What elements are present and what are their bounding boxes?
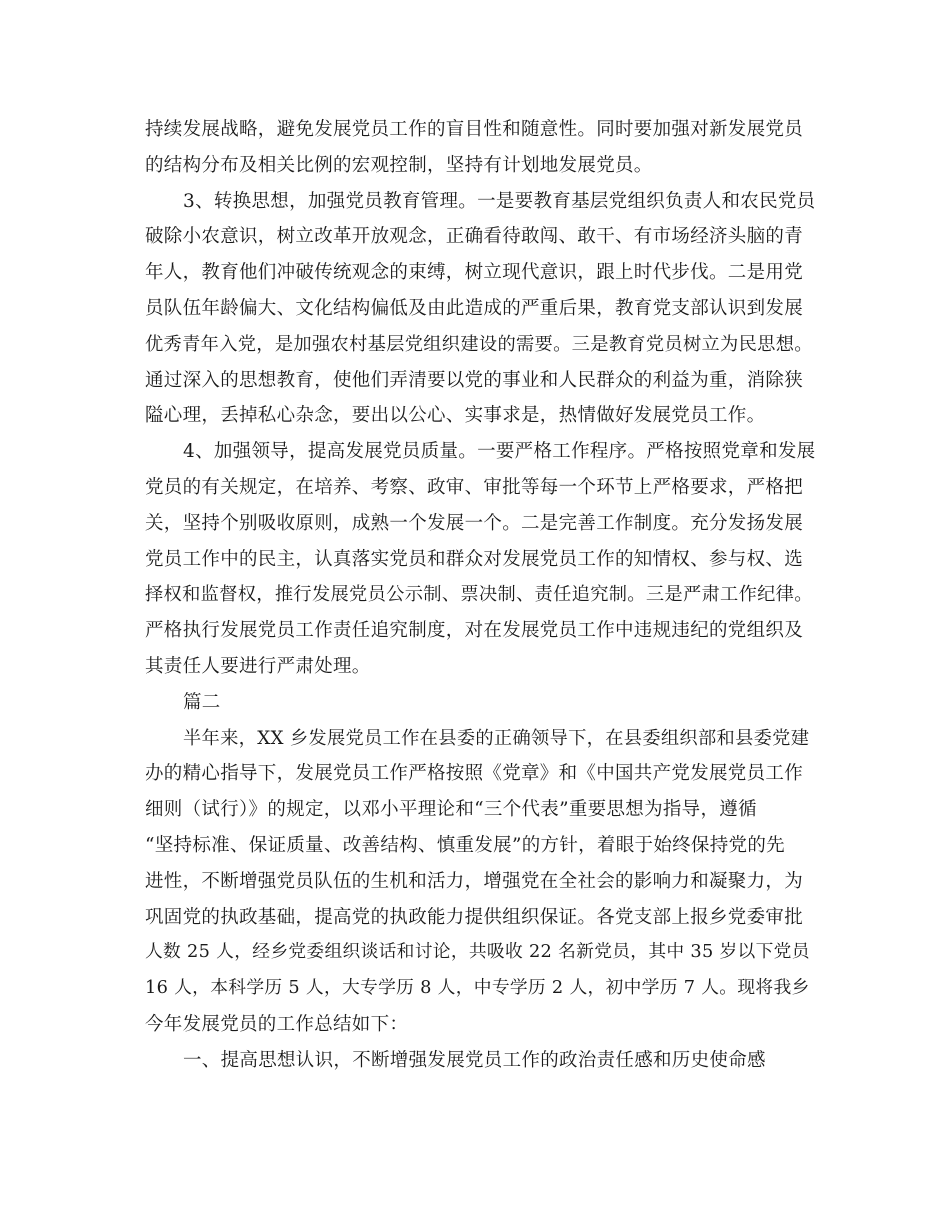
document-line: 其责任人要进行严肃处理。 <box>145 655 371 677</box>
document-line: “坚持标准、保证质量、改善结构、慎重发展”的方针，着眼于始终保持党的先 <box>145 834 785 856</box>
document-line: 员队伍年龄偏大、文化结构偏低及由此造成的严重后果，教育党支部认识到发展 <box>145 297 804 319</box>
document-line: 隘心理，丢掉私心杂念，要出以公心、实事求是，热情做好发展党员工作。 <box>145 405 766 427</box>
document-body <box>145 112 815 1079</box>
document-line: 的结构分布及相关比例的宏观控制，坚持有计划地发展党员。 <box>145 154 653 176</box>
document-line: 半年来，XX 乡发展党员工作在县委的正确领导下，在县委组织部和县委党建 <box>183 727 810 749</box>
document-line: 篇二 <box>183 691 221 713</box>
document-line: 通过深入的思想教育，使他们弄清要以党的事业和人民群众的利益为重，消除狭 <box>145 369 804 391</box>
document-line: 择权和监督权，推行发展党员公示制、票决制、责任追究制。三是严肃工作纪律。 <box>145 584 813 606</box>
document-line: 进性，不断增强党员队伍的生机和活力，增强党在全社会的影响力和凝聚力，为 <box>145 870 804 892</box>
document-line: 党员工作中的民主，认真落实党员和群众对发展党员工作的知情权、参与权、选 <box>145 548 804 570</box>
document-line: 年人，教育他们冲破传统观念的束缚，树立现代意识，跟上时代步伐。二是用党 <box>145 262 804 284</box>
document-line: 严格执行发展党员工作责任追究制度，对在发展党员工作中违规违纪的党组织及 <box>145 620 804 642</box>
document-line: 今年发展党员的工作总结如下： <box>145 1013 409 1035</box>
document-line: 巩固党的执政基础，提高党的执政能力提供组织保证。各党支部上报乡党委审批 <box>145 906 804 928</box>
document-line: 优秀青年入党，是加强农村基层党组织建设的需要。三是教育党员树立为民思想。 <box>145 333 813 355</box>
document-line: 一、提高思想认识，不断增强发展党员工作的政治责任感和历史使命感 <box>183 1049 766 1071</box>
document-line: 破除小农意识，树立改革开放观念，正确看待敢闯、敢干、有市场经济头脑的青 <box>145 226 804 248</box>
document-line: 持续发展战略，避免发展党员工作的盲目性和随意性。同时要加强对新发展党员 <box>145 119 804 140</box>
document-line: 4、加强领导，提高发展党员质量。一要严格工作程序。严格按照党章和发展 <box>183 441 816 463</box>
document-line: 关，坚持个别吸收原则，成熟一个发展一个。二是完善工作制度。充分发扬发展 <box>145 512 804 534</box>
document-line: 办的精心指导下，发展党员工作严格按照《党章》和《中国共产党发展党员工作 <box>145 763 804 785</box>
document-line: 人数 25 人，经乡党委组织谈话和讨论，共吸收 22 名新党员，其中 35 岁以下党员 <box>145 942 810 963</box>
document-line: 细则（试行）》的规定，以邓小平理论和“三个代表”重要思想为指导，遵循 <box>145 799 757 821</box>
document-line: 3、转换思想，加强党员教育管理。一是要教育基层党组织负责人和农民党员 <box>183 190 816 212</box>
document-line: 党员的有关规定，在培养、考察、政审、审批等每一个环节上严格要求，严格把 <box>145 476 804 498</box>
document-line: 16 人，本科学历 5 人，大专学历 8 人，中专学历 2 人，初中学历 7 人。现将我乡 <box>145 978 810 999</box>
